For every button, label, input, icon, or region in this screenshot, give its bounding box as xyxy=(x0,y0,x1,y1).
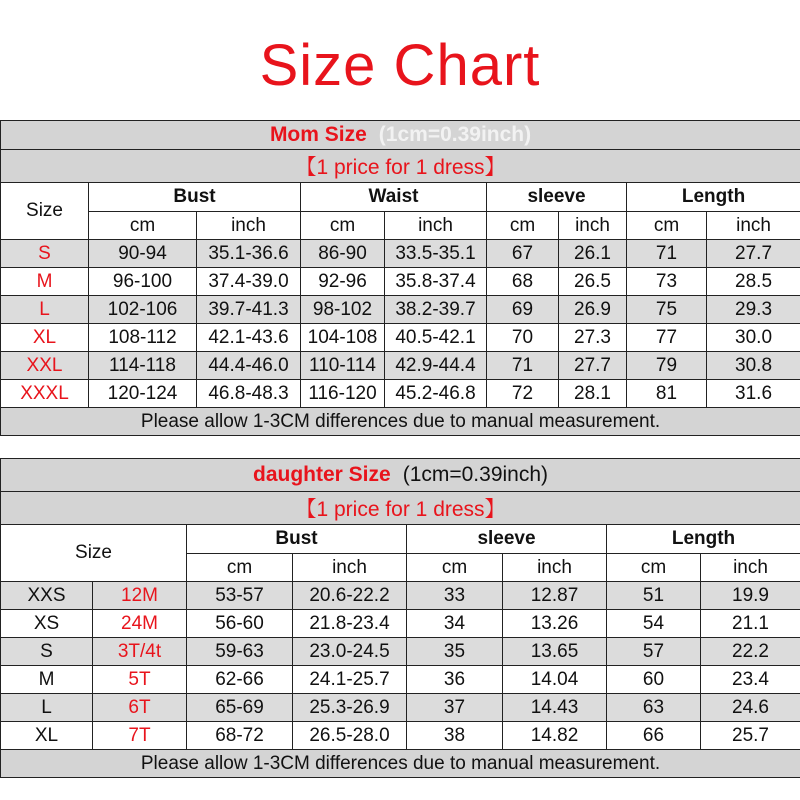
daughter-value-cell: 60 xyxy=(607,666,701,694)
mom-value-cell: 42.1-43.6 xyxy=(197,324,301,352)
mom-value-cell: 72 xyxy=(487,380,559,408)
daughter-unit-header: inch xyxy=(293,554,407,582)
mom-unit-header: cm xyxy=(487,212,559,240)
mom-value-cell: 104-108 xyxy=(301,324,385,352)
daughter-value-cell: 25.7 xyxy=(701,722,800,750)
daughter-table-row xyxy=(1,722,800,750)
daughter-size-cell: S xyxy=(1,638,93,666)
daughter-value-cell: 24.1-25.7 xyxy=(293,666,407,694)
mom-unit-header: inch xyxy=(707,212,800,240)
mom-size-cell: S xyxy=(1,240,89,268)
mom-unit-header-row xyxy=(1,212,800,240)
daughter-group-header-row xyxy=(1,525,800,554)
daughter-price-row xyxy=(1,492,800,525)
mom-value-cell: 75 xyxy=(627,296,707,324)
mom-unit-header: inch xyxy=(559,212,627,240)
daughter-title-cell xyxy=(1,459,800,492)
mom-title-cell xyxy=(1,121,800,150)
mom-group-header-waist: Waist xyxy=(301,183,487,212)
mom-value-cell: 71 xyxy=(627,240,707,268)
mom-value-cell: 96-100 xyxy=(89,268,197,296)
daughter-age-cell: 5T xyxy=(93,666,187,694)
mom-value-cell: 30.0 xyxy=(707,324,800,352)
daughter-group-header-sleeve: sleeve xyxy=(407,525,607,554)
daughter-value-cell: 66 xyxy=(607,722,701,750)
daughter-value-cell: 22.2 xyxy=(701,638,800,666)
daughter-value-cell: 23.4 xyxy=(701,666,800,694)
daughter-size-cell: XL xyxy=(1,722,93,750)
daughter-unit-header: cm xyxy=(607,554,701,582)
mom-unit-header: cm xyxy=(89,212,197,240)
mom-value-cell: 79 xyxy=(627,352,707,380)
daughter-value-cell: 63 xyxy=(607,694,701,722)
daughter-value-cell: 33 xyxy=(407,582,503,610)
daughter-value-cell: 23.0-24.5 xyxy=(293,638,407,666)
mom-table-name: Mom Size xyxy=(269,123,367,146)
mom-table-body xyxy=(1,240,800,408)
daughter-value-cell: 24.6 xyxy=(701,694,800,722)
mom-value-cell: 38.2-39.7 xyxy=(385,296,487,324)
daughter-value-cell: 65-69 xyxy=(187,694,293,722)
mom-value-cell: 110-114 xyxy=(301,352,385,380)
daughter-group-header-length: Length xyxy=(607,525,800,554)
daughter-value-cell: 21.8-23.4 xyxy=(293,610,407,638)
daughter-size-cell: XS xyxy=(1,610,93,638)
daughter-table-row xyxy=(1,610,800,638)
daughter-unit-header: inch xyxy=(503,554,607,582)
daughter-age-cell: 7T xyxy=(93,722,187,750)
mom-size-cell: XXXL xyxy=(1,380,89,408)
daughter-price-note: 【1 price for 1 dress】 xyxy=(1,492,800,525)
mom-value-cell: 92-96 xyxy=(301,268,385,296)
daughter-table-row xyxy=(1,638,800,666)
daughter-value-cell: 25.3-26.9 xyxy=(293,694,407,722)
mom-value-cell: 35.1-36.6 xyxy=(197,240,301,268)
daughter-value-cell: 20.6-22.2 xyxy=(293,582,407,610)
mom-price-note: 【1 price for 1 dress】 xyxy=(1,150,800,183)
mom-value-cell: 44.4-46.0 xyxy=(197,352,301,380)
mom-conversion-note: (1cm=0.39inch) xyxy=(378,123,532,146)
daughter-value-cell: 13.65 xyxy=(503,638,607,666)
mom-value-cell: 90-94 xyxy=(89,240,197,268)
daughter-value-cell: 53-57 xyxy=(187,582,293,610)
page-title: Size Chart xyxy=(259,33,541,98)
mom-value-cell: 27.7 xyxy=(559,352,627,380)
daughter-title-row xyxy=(1,459,800,492)
mom-value-cell: 29.3 xyxy=(707,296,800,324)
daughter-value-cell: 38 xyxy=(407,722,503,750)
mom-value-cell: 71 xyxy=(487,352,559,380)
mom-value-cell: 67 xyxy=(487,240,559,268)
mom-value-cell: 28.5 xyxy=(707,268,800,296)
daughter-age-cell: 6T xyxy=(93,694,187,722)
daughter-value-cell: 68-72 xyxy=(187,722,293,750)
daughter-value-cell: 35 xyxy=(407,638,503,666)
mom-value-cell: 33.5-35.1 xyxy=(385,240,487,268)
mom-value-cell: 108-112 xyxy=(89,324,197,352)
daughter-unit-header: inch xyxy=(701,554,800,582)
mom-group-header-length: Length xyxy=(627,183,800,212)
mom-value-cell: 81 xyxy=(627,380,707,408)
daughter-age-cell: 12M xyxy=(93,582,187,610)
daughter-footnote-row xyxy=(1,750,800,778)
mom-value-cell: 30.8 xyxy=(707,352,800,380)
mom-value-cell: 73 xyxy=(627,268,707,296)
daughter-value-cell: 57 xyxy=(607,638,701,666)
mom-value-cell: 86-90 xyxy=(301,240,385,268)
mom-size-table xyxy=(0,120,800,436)
daughter-value-cell: 12.87 xyxy=(503,582,607,610)
daughter-value-cell: 19.9 xyxy=(701,582,800,610)
mom-value-cell: 37.4-39.0 xyxy=(197,268,301,296)
mom-value-cell: 35.8-37.4 xyxy=(385,268,487,296)
daughter-value-cell: 34 xyxy=(407,610,503,638)
mom-table-row xyxy=(1,240,800,268)
mom-table-row xyxy=(1,324,800,352)
mom-title-row xyxy=(1,121,800,150)
mom-table-row xyxy=(1,268,800,296)
mom-footnote-row xyxy=(1,408,800,436)
daughter-size-cell: XXS xyxy=(1,582,93,610)
mom-value-cell: 77 xyxy=(627,324,707,352)
daughter-value-cell: 54 xyxy=(607,610,701,638)
daughter-age-cell: 3T/4t xyxy=(93,638,187,666)
daughter-value-cell: 37 xyxy=(407,694,503,722)
mom-value-cell: 40.5-42.1 xyxy=(385,324,487,352)
daughter-value-cell: 14.04 xyxy=(503,666,607,694)
daughter-table-name: daughter Size xyxy=(253,463,391,486)
daughter-size-table xyxy=(0,458,800,778)
mom-group-header-bust: Bust xyxy=(89,183,301,212)
daughter-unit-header: cm xyxy=(407,554,503,582)
mom-value-cell: 27.3 xyxy=(559,324,627,352)
daughter-table-row xyxy=(1,582,800,610)
mom-table-row xyxy=(1,380,800,408)
daughter-value-cell: 36 xyxy=(407,666,503,694)
mom-size-cell: L xyxy=(1,296,89,324)
mom-value-cell: 26.5 xyxy=(559,268,627,296)
daughter-size-cell: L xyxy=(1,694,93,722)
daughter-value-cell: 13.26 xyxy=(503,610,607,638)
daughter-table-row xyxy=(1,666,800,694)
mom-size-cell: M xyxy=(1,268,89,296)
mom-value-cell: 102-106 xyxy=(89,296,197,324)
mom-unit-header: cm xyxy=(301,212,385,240)
mom-size-cell: XXL xyxy=(1,352,89,380)
mom-value-cell: 42.9-44.4 xyxy=(385,352,487,380)
mom-group-header-row xyxy=(1,183,800,212)
daughter-value-cell: 26.5-28.0 xyxy=(293,722,407,750)
daughter-table-body xyxy=(1,582,800,750)
mom-value-cell: 114-118 xyxy=(89,352,197,380)
daughter-value-cell: 21.1 xyxy=(701,610,800,638)
daughter-table-row xyxy=(1,694,800,722)
daughter-value-cell: 62-66 xyxy=(187,666,293,694)
daughter-size-header: Size xyxy=(1,525,187,582)
mom-price-row xyxy=(1,150,800,183)
daughter-value-cell: 14.82 xyxy=(503,722,607,750)
mom-value-cell: 116-120 xyxy=(301,380,385,408)
daughter-value-cell: 14.43 xyxy=(503,694,607,722)
daughter-value-cell: 51 xyxy=(607,582,701,610)
mom-size-cell: XL xyxy=(1,324,89,352)
daughter-group-header-bust: Bust xyxy=(187,525,407,554)
mom-value-cell: 120-124 xyxy=(89,380,197,408)
daughter-size-cell: M xyxy=(1,666,93,694)
daughter-unit-header: cm xyxy=(187,554,293,582)
mom-value-cell: 26.1 xyxy=(559,240,627,268)
mom-unit-header: cm xyxy=(627,212,707,240)
daughter-footnote: Please allow 1-3CM differences due to manual measurement. xyxy=(1,750,800,778)
mom-value-cell: 70 xyxy=(487,324,559,352)
mom-value-cell: 26.9 xyxy=(559,296,627,324)
mom-value-cell: 98-102 xyxy=(301,296,385,324)
mom-value-cell: 68 xyxy=(487,268,559,296)
daughter-age-cell: 24M xyxy=(93,610,187,638)
mom-unit-header: inch xyxy=(197,212,301,240)
mom-footnote: Please allow 1-3CM differences due to manual measurement. xyxy=(1,408,800,436)
daughter-conversion-note: (1cm=0.39inch) xyxy=(402,463,549,486)
mom-table-row xyxy=(1,296,800,324)
mom-group-header-sleeve: sleeve xyxy=(487,183,627,212)
daughter-value-cell: 56-60 xyxy=(187,610,293,638)
mom-value-cell: 45.2-46.8 xyxy=(385,380,487,408)
mom-value-cell: 39.7-41.3 xyxy=(197,296,301,324)
mom-value-cell: 46.8-48.3 xyxy=(197,380,301,408)
mom-unit-header: inch xyxy=(385,212,487,240)
mom-value-cell: 69 xyxy=(487,296,559,324)
mom-size-header: Size xyxy=(1,183,89,240)
mom-value-cell: 27.7 xyxy=(707,240,800,268)
mom-table-row xyxy=(1,352,800,380)
daughter-value-cell: 59-63 xyxy=(187,638,293,666)
mom-value-cell: 28.1 xyxy=(559,380,627,408)
mom-value-cell: 31.6 xyxy=(707,380,800,408)
